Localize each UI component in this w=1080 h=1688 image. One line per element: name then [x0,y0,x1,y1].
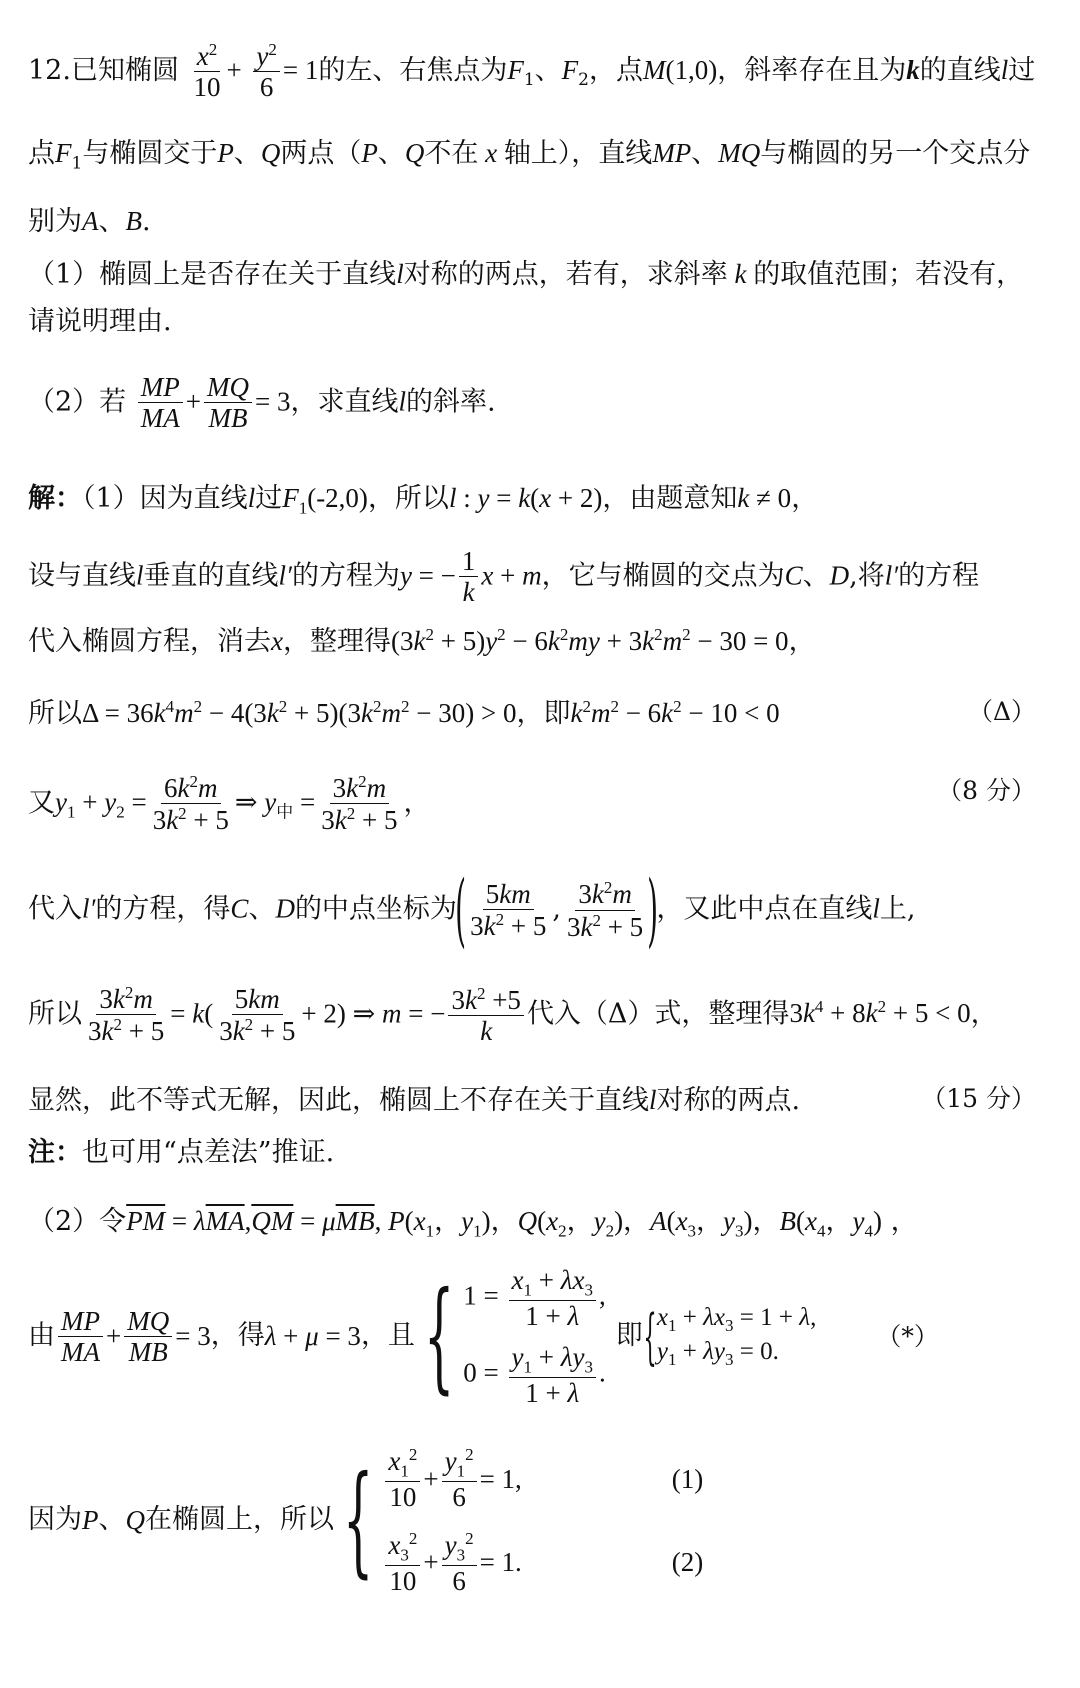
score-tag-8: （8 分） [937,776,1036,805]
part-2-ellipse-system: 因为 P 、 Q 在椭圆上，所以 { $x_1^2$ 10 + $y_1^2$ 6 = 1, (1) $x_3^2$ 10 + $y_3^2$ 6 = 1. (2) [28,1445,704,1596]
question-2: （2）若 $\frac{MP}{MA}$ + $\frac{MQ}{MB}$ = 3，求直线l的斜率. [28,372,496,434]
solution-line-8: 显然，此不等式无解，因此，椭圆上不存在关于直线l对称的两点. （15 分） [28,1084,1036,1116]
solution-line-7: 所以 $\frac{3k^2m}{3k^2 + 5}$ = k( $\frac{5km}{3k^2 + 5}$ + 2) ⇒ m = − $\frac{3k^2 +5}{k}$ 代入（Δ）式，整理得$3k^4 + 8k^2 + 5 < 0$， [28,983,998,1047]
solution-line-1: 解：（1）因为直线l过$F_1(-2,0)$，所以l : y = k(x + 2)，由题意知k ≠ 0， [28,483,819,518]
question-1-cont: 请说明理由. [28,306,172,337]
problem-line-1: 12.已知椭圆 $\frac{x^2}{10}$ + $\frac{y^2}{6}$ = 1的左、右焦点为$F_1$、$F_2$，点M(1,0)，斜率存在且为k的直线l过 [28,40,1036,103]
note-line: 注：也可用“点差法”推证. [28,1137,335,1168]
solution-line-2: 设与直线l垂直的直线l′的方程为y = − $\frac{1}{k}$ x + m，它与椭圆的交点为C、D,将l′的方程 [28,546,980,608]
problem-line-2: 点$F_1$与椭圆交于P、Q两点（P、Q不在 x 轴上），直线MP、MQ与椭圆的另一个交点分 [28,138,1031,174]
equation-tag-delta: （Δ） [967,697,1036,726]
question-1: （1）椭圆上是否存在关于直线l对称的两点，若有，求斜率 k 的取值范围；若没有， [28,259,1024,290]
solution-line-5: 又$y_1 + y_2$ = $\frac{6k^2m}{3k^2 + 5}$ ⇒ $y_中$ = $\frac{3k^2m}{3k^2 + 5}$ ， （8 分） [28,772,1036,836]
equation-tag-1: (1) [671,1463,704,1494]
score-tag-15: （15 分） [921,1084,1036,1113]
solution-line-3: 代入椭圆方程，消去x，整理得$(3k^2 + 5)y^2 - 6k^2my + 3k^2m^2 - 30 = 0$， [28,625,816,657]
equation-tag-star: （*） [876,1321,939,1351]
solution-line-4: 所以$\Delta = 36k^4m^2 - 4(3k^2 + 5)(3k^2m^2 - 30) > 0$，即$k^2m^2 - 6k^2 - 10 < 0$ （Δ） [28,697,1036,729]
equation-tag-2: (2) [671,1547,704,1578]
part-2-line: （2）令$\overline{PM} = \lambda\overline{MA},\overline{QM} = \mu\overline{MB}$, $P(x_1$，$y_1$)，$Q(x_2$，$y_2$)，$A(x_3$，$y_3$)，$B(x_4$，$y_4$) ， [28,1206,918,1241]
solution-line-6: 代入l′的方程，得C、D的中点坐标为( $\frac{5km}{3k^2 + 5}$ , $\frac{3k^2m}{3k^2 + 5}$ )，又此中点在直线l上, [28,863,916,956]
problem-line-3: 别为A、B. [28,206,151,237]
part-2-system: 由 MP MA + $\frac{MQ}{MB}$ = 3 ，得 λ + μ = 3 ，且 { 1 = $\frac{x_1 + \lambda x_3}{1 + \lambda}$ , 0 = $\frac{y_1 + \lambda y_3}{1 + \lambda}$ . 即 { $x_1 + \lambda x_3 = 1 + \lambda$, $y_1 + \lambda y_3 = 0$. （*） [28,1265,939,1408]
